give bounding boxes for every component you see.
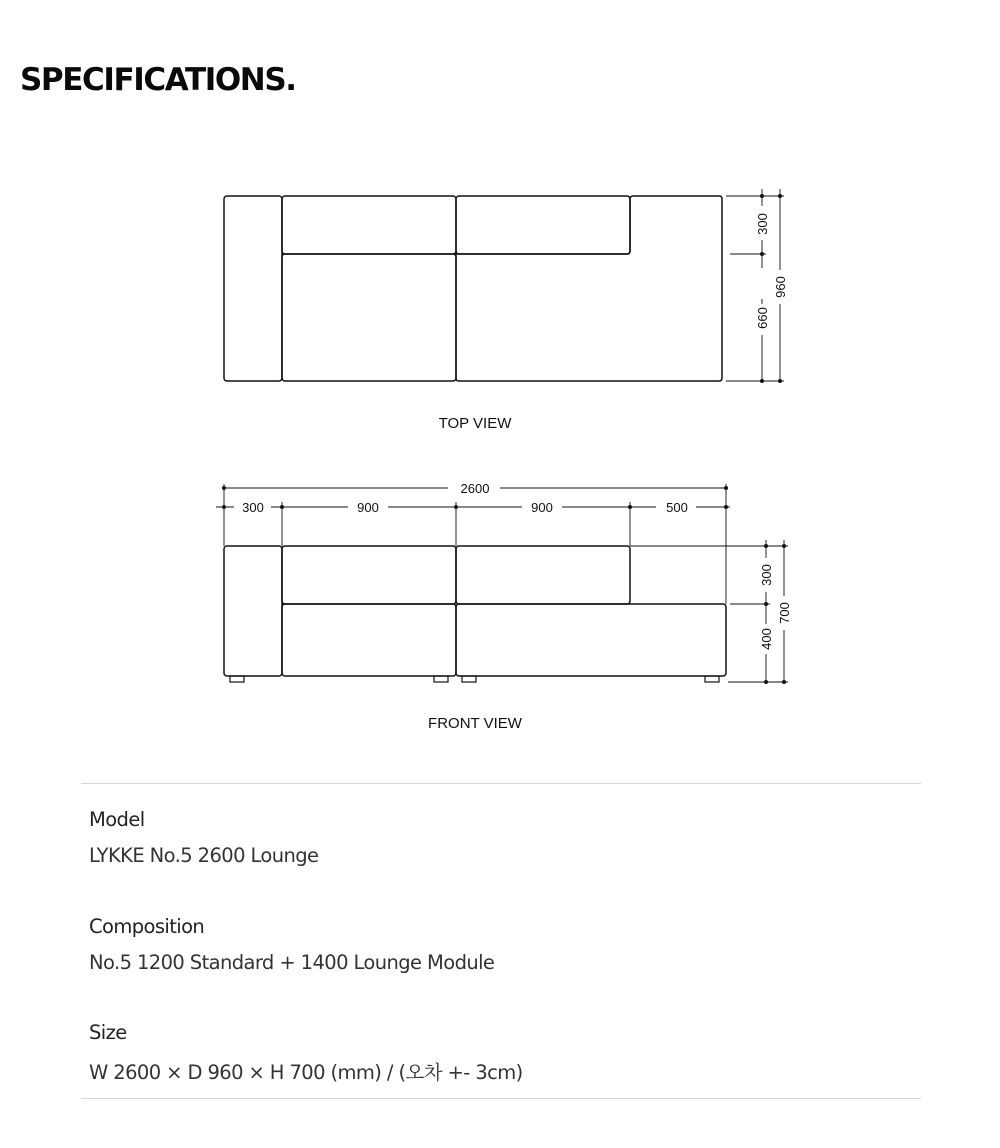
divider-top (81, 783, 921, 784)
spec-label-composition: Composition (89, 915, 205, 938)
spec-value-size: W 2600 × D 960 × H 700 (mm) / (오차 +- 3cm) (89, 1061, 523, 1084)
spec-value-model: LYKKE No.5 2600 Lounge (89, 844, 319, 867)
top-backrest-1 (282, 196, 456, 254)
front-dim-chaise: 500 (666, 500, 688, 515)
front-dim-seat-1: 900 (357, 500, 379, 515)
front-dim-arm: 300 (242, 500, 264, 515)
front-legs (230, 676, 719, 682)
top-dim-depth: 960 (773, 276, 788, 298)
front-dim-seat-2: 900 (531, 500, 553, 515)
top-view-drawing (224, 196, 722, 381)
top-lounge-seat (456, 196, 722, 381)
spec-value-composition: No.5 1200 Standard + 1400 Lounge Module (89, 951, 495, 974)
top-backrest-2 (456, 196, 630, 254)
front-view-drawing (224, 546, 726, 682)
front-dim-overall: 2600 (460, 481, 490, 496)
top-armrest (224, 196, 282, 381)
front-dim-back: 300 (759, 564, 774, 586)
front-armrest (224, 546, 282, 676)
front-dim-height: 700 (777, 602, 792, 624)
front-dim-seat-height: 400 (759, 628, 774, 650)
top-dim-back: 300 (755, 213, 770, 235)
spec-label-model: Model (89, 808, 145, 831)
divider-bottom (81, 1098, 921, 1099)
spec-label-size: Size (89, 1021, 127, 1044)
top-dim-seat: 660 (755, 307, 770, 329)
front-seat-2 (456, 604, 726, 676)
front-seat-1 (282, 604, 456, 676)
front-view-label: FRONT VIEW (428, 715, 522, 732)
front-backrest-1 (282, 546, 456, 604)
top-view-label: TOP VIEW (438, 415, 512, 432)
front-backrest-2 (456, 546, 630, 604)
top-seat-1 (282, 254, 456, 381)
page-title: SPECIFICATIONS. (20, 62, 296, 98)
